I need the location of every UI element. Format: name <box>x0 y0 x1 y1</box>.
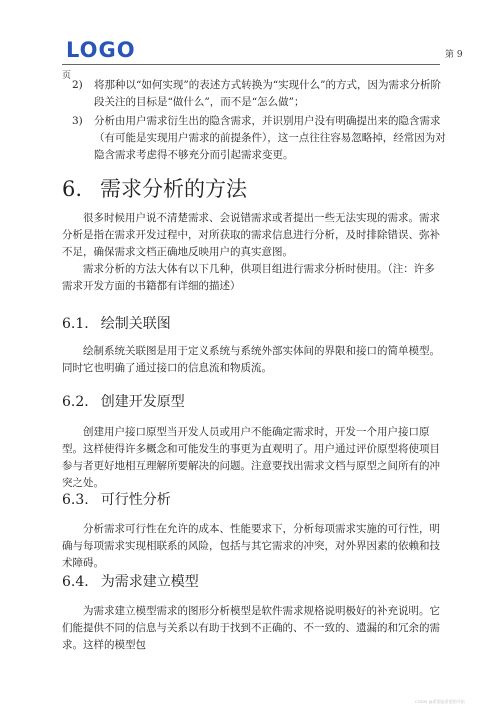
subsection-number: 6.3. <box>62 492 89 508</box>
page-suffix: 页 <box>62 71 72 81</box>
section-title: 需求分析的方法 <box>100 177 248 201</box>
subsection-title: 可行性分析 <box>100 492 171 508</box>
paragraph: 为需求建立模型需求的图形分析模型是软件需求规格说明极好的补充说明。它们能提供不同的信息与关系以有助于找到不正确的、不一致的、遗漏的和冗余的需求。这样的模型包 <box>62 605 440 651</box>
list-item-number: 3) <box>72 115 83 127</box>
subsection-heading <box>62 489 171 509</box>
paragraph: 分析需求可行性在允许的成本、性能要求下，分析每项需求实施的可行性，明确与每项需求实现相联系的风险，包括与其它需求的冲突，对外界因素的依赖和技术障碍。 <box>62 523 440 569</box>
page-number: 第 9 <box>445 50 463 60</box>
section-number: 6. <box>62 177 83 201</box>
numbered-list <box>72 77 450 166</box>
list-item <box>72 113 450 164</box>
subsection-number: 6.2. <box>62 394 89 410</box>
paragraph: 创建用户接口原型当开发人员或用户不能确定需求时，开发一个用户接口原型。这样使得许多概念和可能发生的事更为直观明了。用户通过评价原型将使项目参与者更好地相互理解所要解决的问题。注意要找出需求文档与原型之间所有的冲突之处。 <box>62 426 440 489</box>
logo: LOGO <box>66 38 136 62</box>
paragraph: 绘制系统关联图是用于定义系统与系统外部实体间的界限和接口的简单模型。同时它也明确了通过接口的信息流和物质流。 <box>62 345 440 374</box>
list-item <box>72 77 450 111</box>
subsection-title: 创建开发原型 <box>100 394 185 410</box>
list-item-text: 将那种以“如何实现”的表述方式转换为“实现什么”的方式，因为需求分析阶段关注的目标是“做什么”，而不是“怎么做”； <box>94 79 441 108</box>
subsection-title: 为需求建立模型 <box>100 574 199 590</box>
watermark: CSDN @希望是希望的开始 <box>415 699 465 704</box>
header-rule <box>62 64 440 65</box>
paragraph: 很多时候用户说不清楚需求、会说错需求或者提出一些无法实现的需求。需求分析是指在需求开发过程中，对所获取的需求信息进行分析，及时排除错误、弥补不足，确保需求文档正确地反映用户的真实意图。 <box>62 212 440 258</box>
list-item-text: 分析由用户需求衍生出的隐含需求，并识别用户没有明确提出来的隐含需求（有可能是实现用户需求的前提条件），这一点往往容易忽略掉，经常因为对隐含需求考虑得不够充分而引起需求变更。 <box>94 115 446 161</box>
subsection-heading <box>62 571 199 591</box>
subsection-number: 6.4. <box>62 574 89 590</box>
section-heading <box>62 173 247 203</box>
subsection-number: 6.1. <box>62 316 89 332</box>
subsection-title: 绘制关联图 <box>100 316 171 332</box>
paragraph: 需求分析的方法大体有以下几种，供项目组进行需求分析时使用。（注：许多需求开发方面的书籍都有详细的描述） <box>62 263 435 292</box>
list-item-number: 2) <box>72 79 83 91</box>
subsection-heading <box>62 391 185 411</box>
subsection-heading <box>62 313 171 333</box>
